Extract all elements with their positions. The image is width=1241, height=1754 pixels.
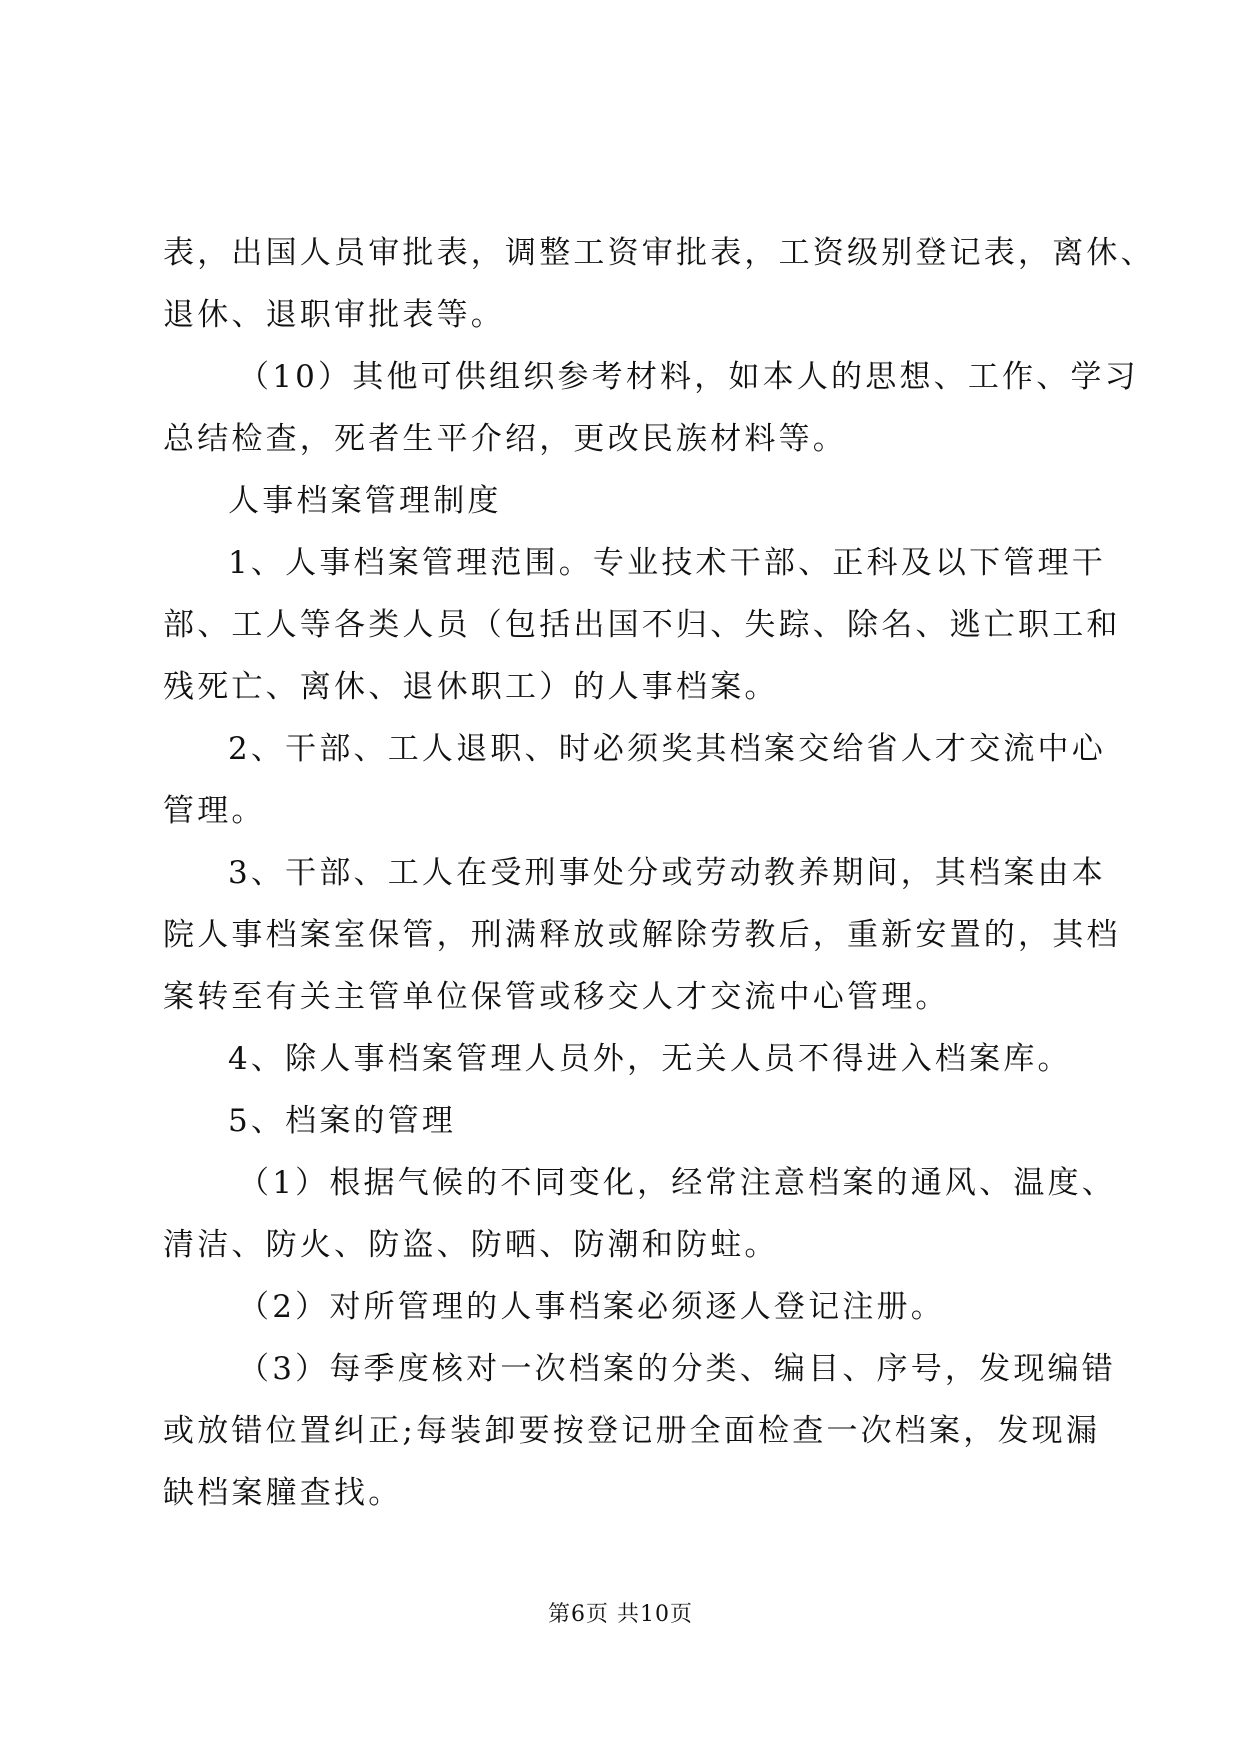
text-line: 4、除人事档案管理人员外，无关人员不得进入档案库。	[228, 1041, 1072, 1077]
text-line: 案转至有关主管单位保管或移交人才交流中心管理。	[163, 979, 950, 1015]
text-line: （1）根据气候的不同变化，经常注意档案的通风、温度、	[238, 1165, 1116, 1201]
text-line: 院人事档案室保管，刑满释放或解除劳教后，重新安置的，其档	[163, 917, 1121, 953]
text-line: 管理。	[163, 793, 266, 829]
text-line: （2）对所管理的人事档案必须逐人登记注册。	[238, 1289, 945, 1325]
text-line: 5、档案的管理	[228, 1103, 457, 1139]
text-line: 清洁、防火、防盗、防晒、防潮和防蛀。	[163, 1227, 779, 1263]
text-line: 1、人事档案管理范围。专业技术干部、正科及以下管理干	[228, 545, 1106, 581]
text-line: 缺档案膧查找。	[163, 1475, 403, 1511]
text-line: 总结检查，死者生平介绍，更改民族材料等。	[163, 421, 847, 457]
text-line: 表，出国人员审批表，调整工资审批表，工资级别登记表，离休、	[163, 235, 1155, 271]
text-line: 或放错位置纠正;每装卸要按登记册全面检查一次档案，发现漏	[163, 1413, 1101, 1449]
section-heading: 人事档案管理制度	[228, 483, 502, 519]
text-line: 2、干部、工人退职、时必须奖其档案交给省人才交流中心	[228, 731, 1106, 767]
text-line: 残死亡、离休、退休职工）的人事档案。	[163, 669, 779, 705]
text-line: （10）其他可供组织参考材料，如本人的思想、工作、学习	[238, 359, 1139, 395]
text-line: （3）每季度核对一次档案的分类、编目、序号，发现编错	[238, 1351, 1116, 1387]
text-line: 部、工人等各类人员（包括出国不归、失踪、除名、逃亡职工和	[163, 607, 1121, 643]
page-footer: 第6页 共10页	[548, 1602, 693, 1627]
text-line: 3、干部、工人在受刑事处分或劳动教养期间，其档案由本	[228, 855, 1106, 891]
text-line: 退休、退职审批表等。	[163, 297, 505, 333]
